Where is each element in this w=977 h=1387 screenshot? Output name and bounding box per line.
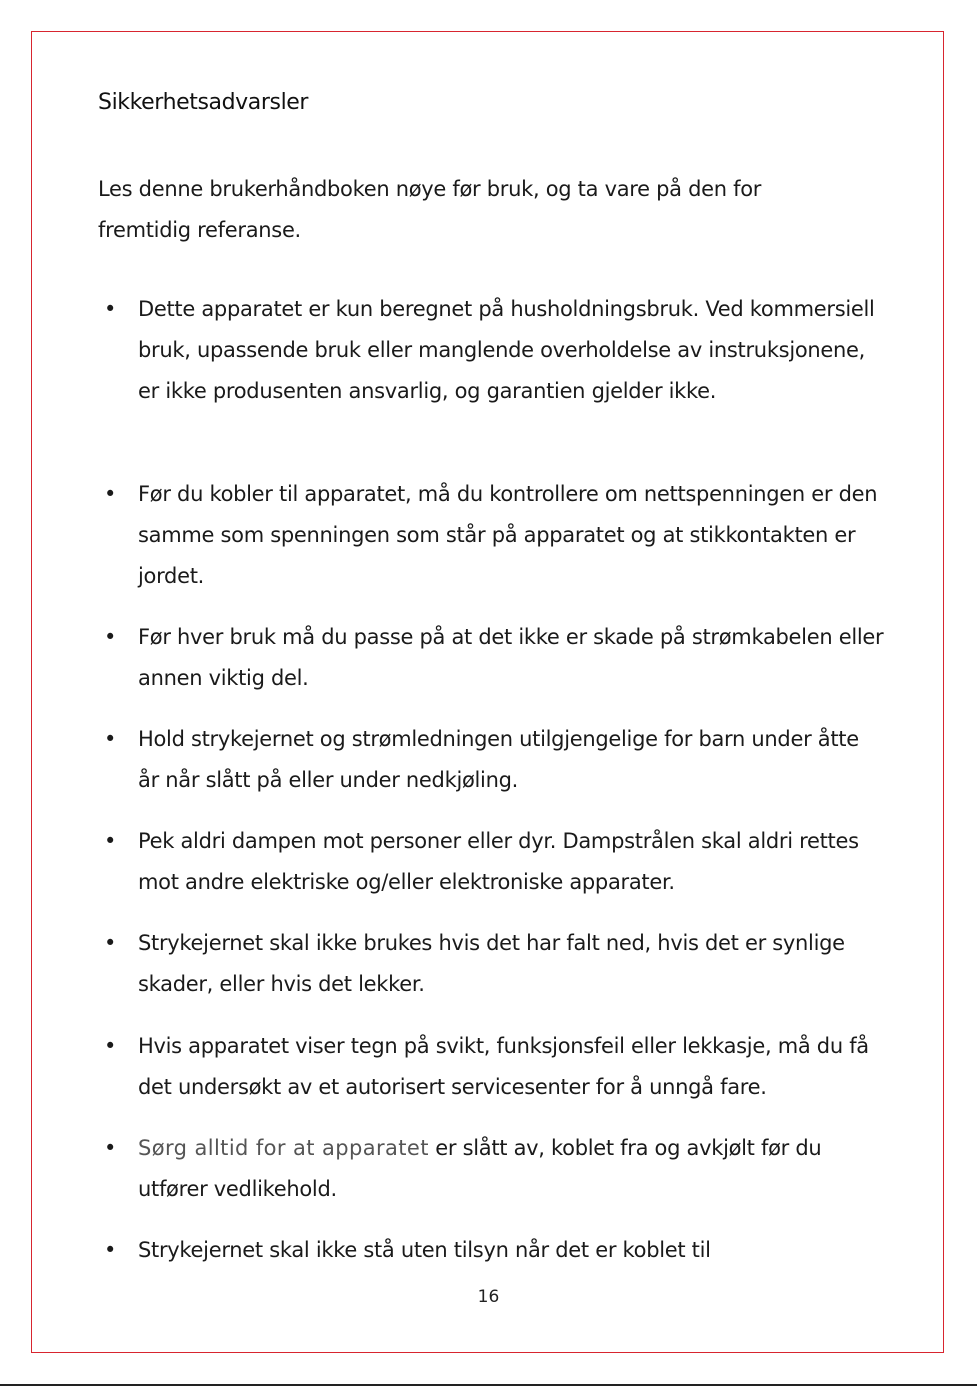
bullet-icon: • [104,1238,117,1262]
section-heading: Sikkerhetsadvarsler [98,90,309,115]
bullet-icon: • [104,625,117,649]
list-item-text: Hold strykejernet og strømledningen utilgjengelige for barn under åtte år når slått på eller under nedkjøling. [138,727,859,792]
bullet-icon: • [104,482,117,506]
list-item-rest: er slått av, koblet fra og avkjølt før du utfører vedlikehold. [138,1136,822,1201]
list-item-text [138,1128,886,1210]
bullet-icon: • [104,1034,117,1058]
list-item-text: Dette apparatet er kun beregnet på husholdningsbruk. Ved kommersiell bruk, upassende bruk eller manglende overholdelse av instruksjonene, er ikke produsenten ansvarlig, og garantien gjelder ikke. [138,297,875,403]
bullet-icon: • [104,1136,117,1160]
list-item-text: Før hver bruk må du passe på at det ikke er skade på strømkabelen eller annen viktig del. [138,625,884,690]
intro-paragraph: Les denne brukerhåndboken nøye før bruk, og ta vare på den for fremtidig referanse. [98,177,762,242]
bullet-icon: • [104,931,117,955]
bullet-icon: • [104,727,117,751]
bullet-icon: • [104,829,117,853]
list-item-text: Strykejernet skal ikke stå uten tilsyn når det er koblet til [138,1238,711,1262]
list-item-text: Pek aldri dampen mot personer eller dyr. Dampstrålen skal aldri rettes mot andre elektriske og/eller elektroniske apparater. [138,829,859,894]
page-number: 16 [477,1287,500,1307]
bullet-icon: • [104,297,117,321]
list-item-text: Før du kobler til apparatet, må du kontrollere om nettspenningen er den samme som spenningen som står på apparatet og at stikkontakten er jordet. [138,482,878,588]
list-item-lead-in: Sørg alltid for at apparatet [138,1136,429,1160]
list-item-text: Strykejernet skal ikke brukes hvis det har falt ned, hvis det er synlige skader, eller hvis det lekker. [138,931,845,996]
bottom-divider [0,1384,977,1386]
list-item-text: Hvis apparatet viser tegn på svikt, funksjonsfeil eller lekkasje, må du få det undersøkt av et autorisert servicesenter for å unngå fare. [138,1034,869,1099]
